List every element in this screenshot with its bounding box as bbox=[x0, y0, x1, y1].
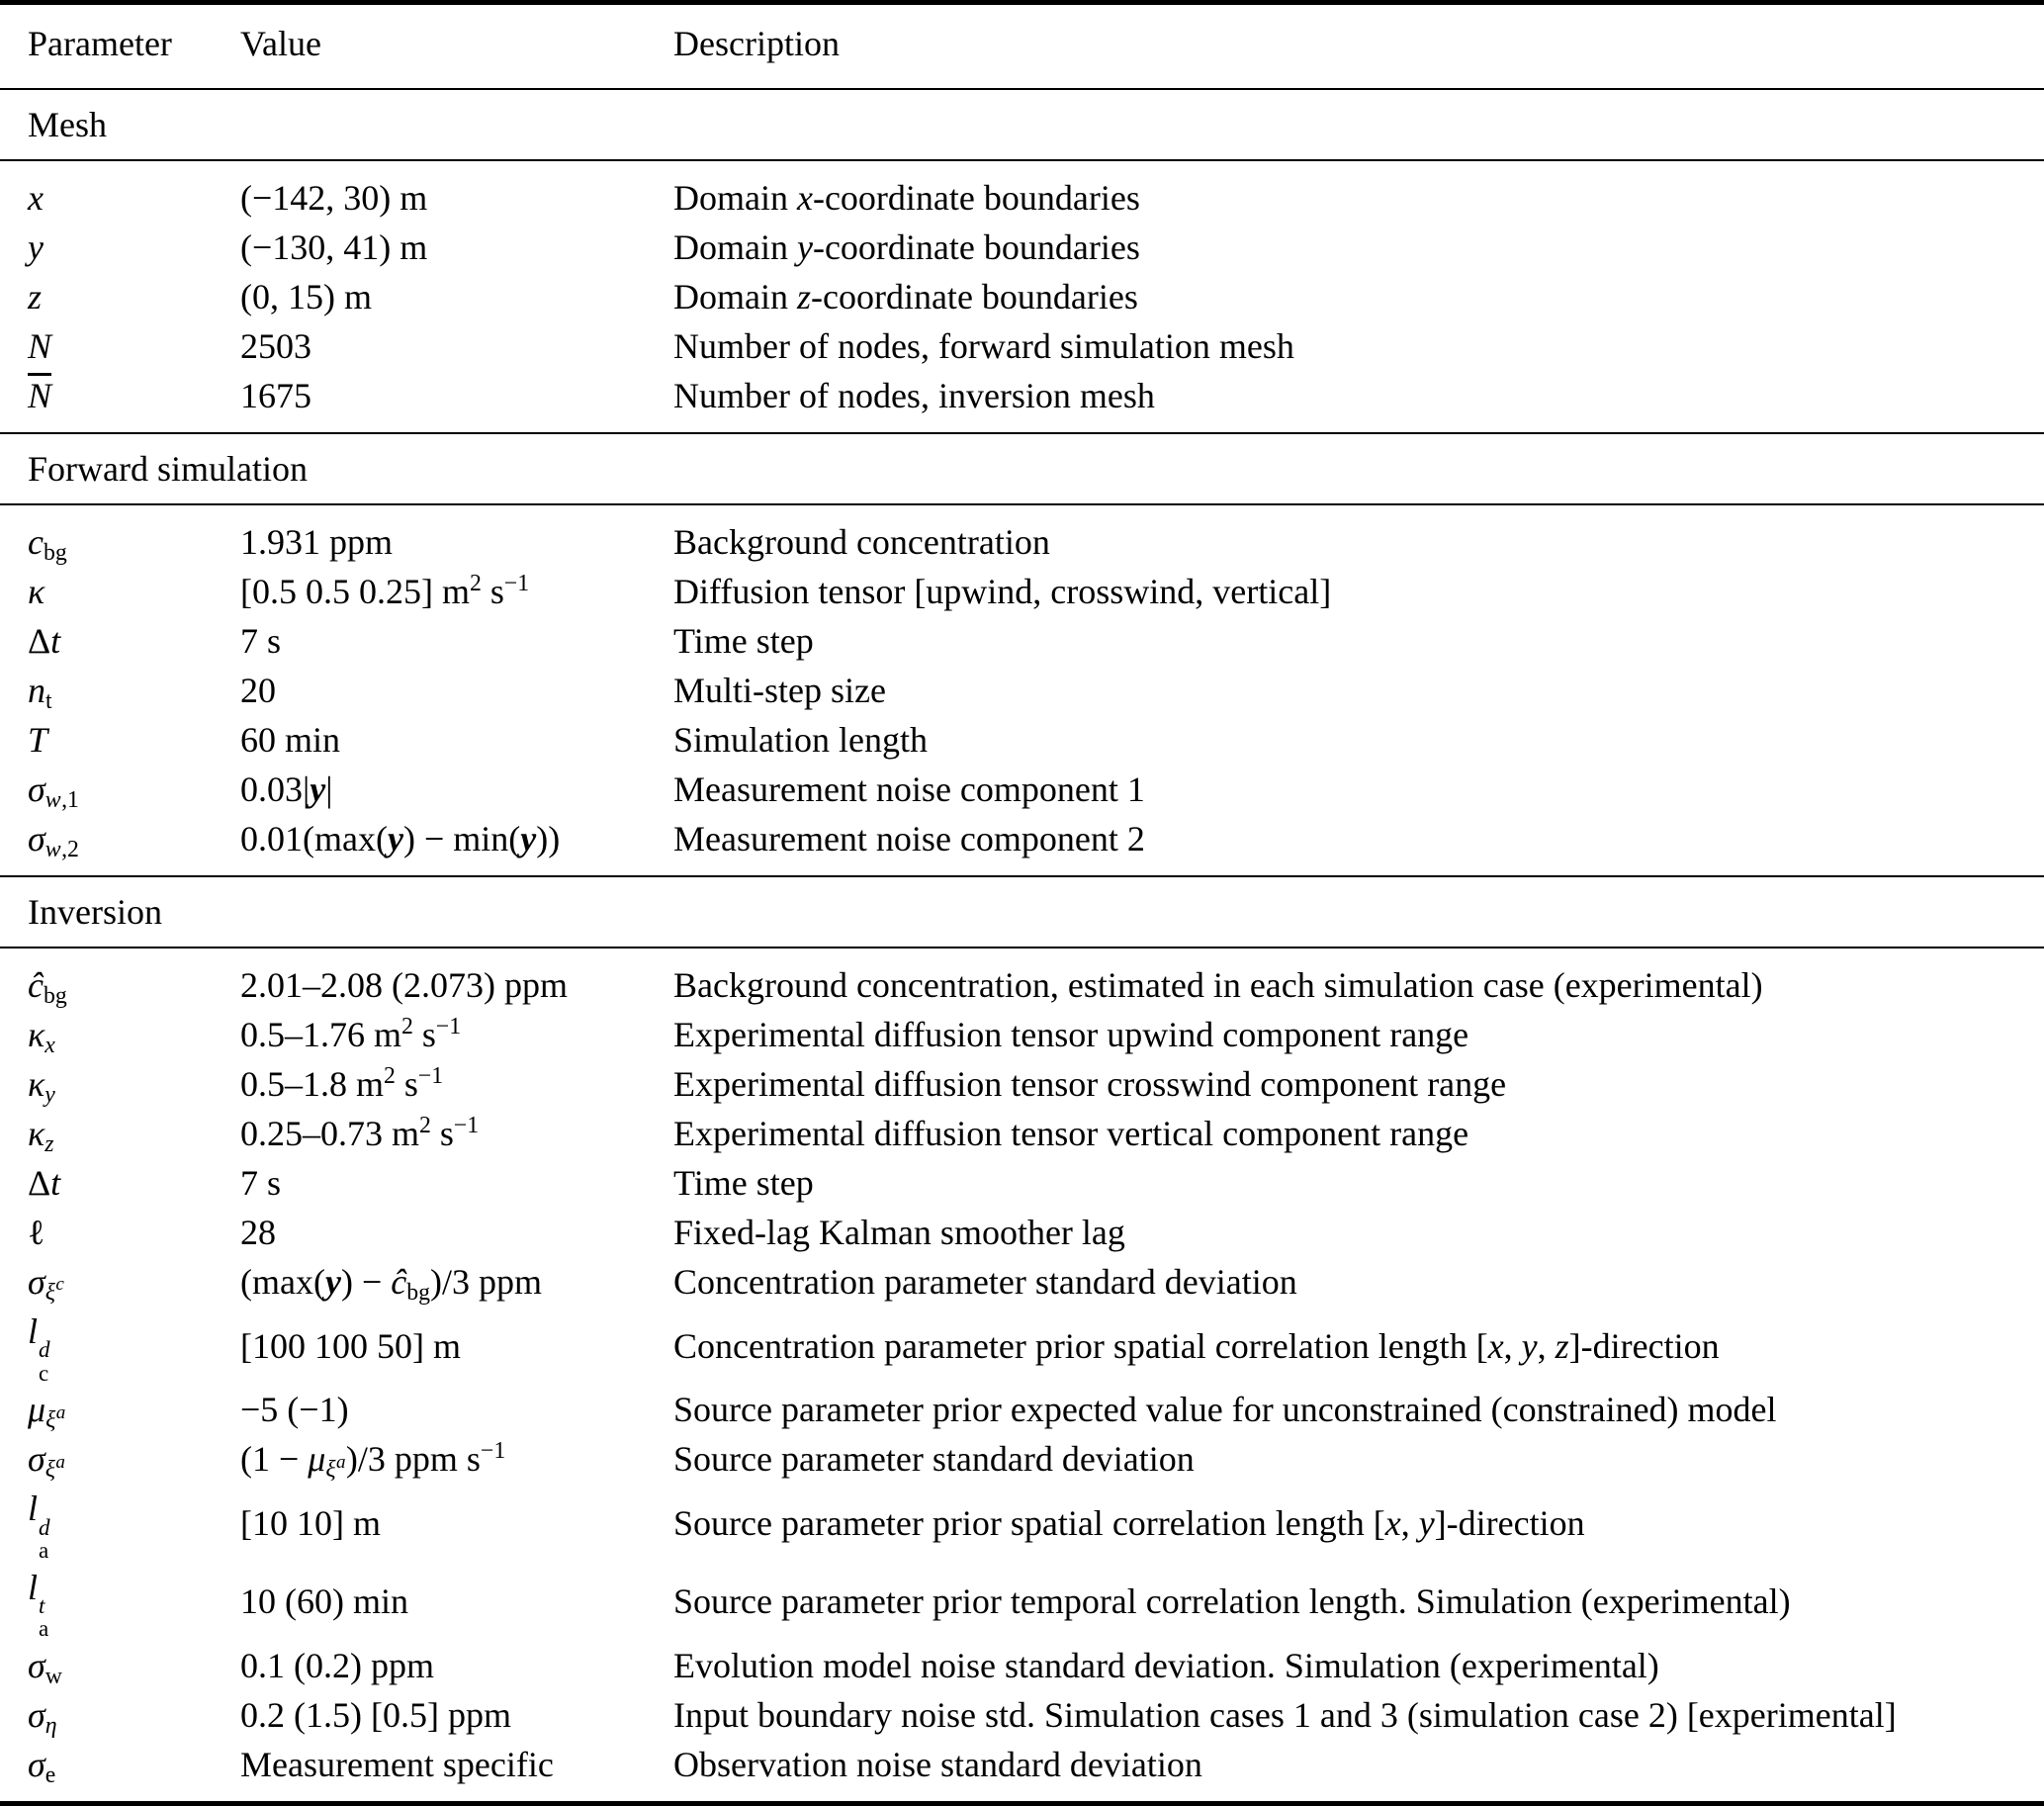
param-cell: $\overline{N}$ bbox=[28, 376, 52, 415]
desc-cell: Number of nodes, forward simulation mesh bbox=[673, 326, 1294, 366]
section-body bbox=[0, 504, 2044, 876]
param-cell: κ bbox=[28, 572, 45, 611]
table-row bbox=[0, 1010, 2044, 1059]
table-row bbox=[0, 1385, 2044, 1434]
table-row bbox=[0, 948, 2044, 1010]
value-cell: 20 bbox=[240, 671, 276, 710]
table-row bbox=[0, 1563, 2044, 1641]
table-row bbox=[0, 504, 2044, 567]
desc-cell: Concentration parameter prior spatial correlation length [x, y, z]-direction bbox=[673, 1325, 1720, 1366]
param-cell: l d a bbox=[28, 1489, 50, 1564]
value-cell: [100 100 50] m bbox=[240, 1325, 461, 1366]
table-row bbox=[0, 814, 2044, 876]
section-title: Inversion bbox=[28, 892, 162, 932]
header-row bbox=[0, 3, 2044, 90]
param-cell: $\sigma_w$ bbox=[28, 1645, 62, 1689]
desc-cell: Concentration parameter standard deviation bbox=[673, 1262, 1297, 1302]
desc-cell: Diffusion tensor [upwind, crosswind, vertical] bbox=[673, 572, 1332, 611]
section-title-row bbox=[0, 876, 2044, 948]
param-cell: $c_{bg}$ bbox=[28, 522, 67, 566]
desc-cell: Multi-step size bbox=[673, 671, 886, 710]
param-cell: $\kappa_x$ bbox=[28, 1015, 56, 1058]
param-cell: y bbox=[28, 227, 44, 267]
value-cell: 28 bbox=[240, 1213, 276, 1252]
param-cell: $\sigma_e$ bbox=[28, 1744, 56, 1788]
value-cell: 1675 bbox=[240, 376, 311, 415]
desc-cell: Measurement noise component 2 bbox=[673, 819, 1145, 858]
desc-cell: Experimental diffusion tensor vertical component range bbox=[673, 1114, 1469, 1153]
table-row bbox=[0, 1641, 2044, 1690]
desc-cell: Source parameter prior spatial correlation length [x, y]-direction bbox=[673, 1502, 1585, 1543]
table-header bbox=[0, 3, 2044, 90]
value-cell: $(1 - \mu_{\xi^a})/3$ ppm $s^{-1}$ bbox=[240, 1438, 506, 1484]
param-cell: $\sigma_{w,2}$ bbox=[28, 819, 79, 862]
desc-cell: Experimental diffusion tensor crosswind component range bbox=[673, 1064, 1507, 1104]
param-cell: Δt bbox=[28, 621, 61, 661]
desc-cell: Observation noise standard deviation bbox=[673, 1744, 1202, 1784]
section-head bbox=[0, 89, 2044, 160]
table-row bbox=[0, 160, 2044, 223]
value-cell: (−142, 30) m bbox=[240, 178, 428, 218]
param-cell: x bbox=[28, 178, 44, 218]
desc-cell: Domain y-coordinate boundaries bbox=[673, 227, 1140, 267]
table-row bbox=[0, 272, 2044, 321]
col-header-value: Value bbox=[240, 24, 321, 63]
param-cell: $\sigma_{\xi^a}$ bbox=[28, 1439, 66, 1484]
desc-cell: Evolution model noise standard deviation. Simulation (experimental) bbox=[673, 1645, 1659, 1685]
value-cell: Measurement specific bbox=[240, 1744, 554, 1784]
param-cell: ℓ bbox=[28, 1213, 45, 1252]
section-body bbox=[0, 948, 2044, 1803]
table-row bbox=[0, 616, 2044, 666]
col-header-parameter: Parameter bbox=[28, 24, 172, 63]
value-cell: 10 (60) min bbox=[240, 1581, 408, 1622]
desc-cell: Background concentration, estimated in each simulation case (experimental) bbox=[673, 965, 1763, 1005]
table-row bbox=[0, 371, 2044, 433]
param-cell: $\mu_{\xi^a}$ bbox=[28, 1390, 66, 1434]
value-cell: 0.25–0.73 $m^2$ $s^{-1}$ bbox=[240, 1112, 480, 1153]
table-row bbox=[0, 223, 2044, 272]
desc-cell: Time step bbox=[673, 1163, 814, 1203]
param-cell: $\sigma_{\xi^c}$ bbox=[28, 1262, 65, 1306]
section-title-row bbox=[0, 89, 2044, 160]
desc-cell: Domain x-coordinate boundaries bbox=[673, 178, 1140, 218]
value-cell: (0, 15) m bbox=[240, 277, 372, 316]
table-row bbox=[0, 567, 2044, 616]
section-body bbox=[0, 160, 2044, 433]
param-cell: T bbox=[28, 720, 48, 760]
value-cell: 7 s bbox=[240, 621, 282, 661]
table-row bbox=[0, 715, 2044, 765]
desc-cell: Source parameter prior expected value for unconstrained (constrained) model bbox=[673, 1390, 1777, 1430]
table-row bbox=[0, 1484, 2044, 1562]
desc-cell: Source parameter prior temporal correlation length. Simulation (experimental) bbox=[673, 1581, 1791, 1622]
table-row bbox=[0, 1690, 2044, 1740]
table-row bbox=[0, 1208, 2044, 1257]
table-row bbox=[0, 666, 2044, 715]
value-cell: −5 (−1) bbox=[240, 1390, 349, 1430]
desc-cell: Number of nodes, inversion mesh bbox=[673, 376, 1155, 415]
desc-cell: Domain z-coordinate boundaries bbox=[673, 277, 1138, 316]
value-cell: 0.5–1.76 $m^2$ $s^{-1}$ bbox=[240, 1013, 462, 1054]
value-cell: $(\max(y) - ĉ_{bg})/3$ ppm bbox=[240, 1262, 542, 1306]
value-cell: 1.931 ppm bbox=[240, 522, 394, 562]
param-cell: $\kappa_y$ bbox=[28, 1064, 56, 1108]
value-cell: 0.5–1.8 $m^2$ $s^{-1}$ bbox=[240, 1062, 444, 1104]
table-row bbox=[0, 1158, 2044, 1208]
col-header-description: Description bbox=[673, 24, 840, 63]
param-cell: $n_t$ bbox=[28, 671, 52, 714]
desc-cell: Experimental diffusion tensor upwind component range bbox=[673, 1015, 1469, 1054]
desc-cell: Simulation length bbox=[673, 720, 928, 760]
param-cell: $\kappa_z$ bbox=[28, 1114, 54, 1157]
desc-cell: Measurement noise component 1 bbox=[673, 769, 1145, 809]
desc-cell: Background concentration bbox=[673, 522, 1050, 562]
table-row bbox=[0, 1257, 2044, 1307]
desc-cell: Input boundary noise std. Simulation cases 1 and 3 (simulation case 2) [experimental] bbox=[673, 1694, 1897, 1735]
param-cell: $\sigma_{w,1}$ bbox=[28, 769, 79, 813]
param-cell: N bbox=[28, 326, 52, 366]
section-head bbox=[0, 433, 2044, 504]
table-row bbox=[0, 321, 2044, 371]
section-head bbox=[0, 876, 2044, 948]
param-cell: l t a bbox=[28, 1567, 49, 1642]
value-cell: 0.2 (1.5) [0.5] ppm bbox=[240, 1694, 511, 1735]
param-cell: Δt bbox=[28, 1163, 61, 1203]
table-row bbox=[0, 1307, 2044, 1385]
value-cell: 0.01(max(y) − min(y)) bbox=[240, 819, 561, 858]
section-title-row bbox=[0, 433, 2044, 504]
param-cell: l d c bbox=[28, 1311, 50, 1386]
value-cell: (−130, 41) m bbox=[240, 227, 428, 267]
table-row bbox=[0, 765, 2044, 814]
section-title: Mesh bbox=[28, 105, 107, 144]
value-cell: 7 s bbox=[240, 1163, 282, 1203]
desc-cell: Time step bbox=[673, 621, 814, 661]
table-row bbox=[0, 1109, 2044, 1158]
param-cell: z bbox=[28, 277, 43, 316]
value-cell: 0.03|y| bbox=[240, 769, 333, 809]
value-cell: 2503 bbox=[240, 326, 311, 366]
desc-cell: Fixed-lag Kalman smoother lag bbox=[673, 1213, 1125, 1252]
desc-cell: Source parameter standard deviation bbox=[673, 1439, 1195, 1480]
table-row bbox=[0, 1059, 2044, 1109]
table-row bbox=[0, 1740, 2044, 1804]
value-cell: 60 min bbox=[240, 720, 341, 760]
value-cell: [0.5 0.5 0.25] $m^2$ $s^{-1}$ bbox=[240, 570, 530, 611]
value-cell: 2.01–2.08 (2.073) ppm bbox=[240, 965, 568, 1005]
section-title: Forward simulation bbox=[28, 449, 308, 489]
param-cell: $ĉ_{bg}$ bbox=[28, 965, 67, 1009]
param-cell: $\sigma_\eta$ bbox=[28, 1694, 58, 1739]
value-cell: [10 10] m bbox=[240, 1502, 381, 1543]
table-row bbox=[0, 1434, 2044, 1484]
value-cell: 0.1 (0.2) ppm bbox=[240, 1645, 434, 1685]
